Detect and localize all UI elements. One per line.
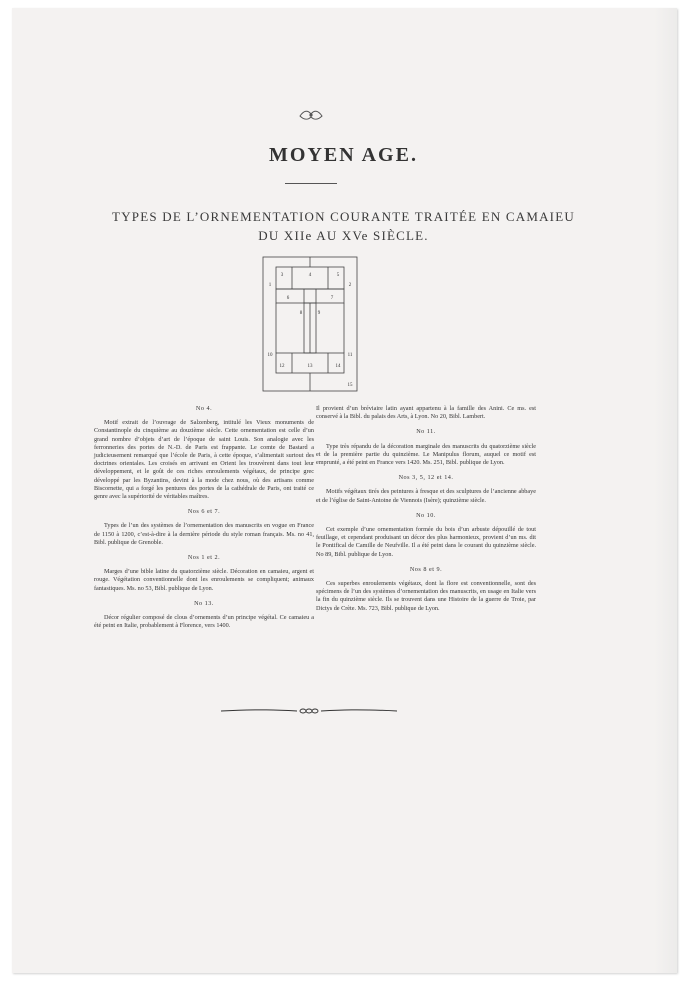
section-text: Marges d’une bible latine du quatorzième siècle. Décoration en camaieu, argent et rouge. Végétation conventionnelle dont les enroulements se compliquent; animaux fantastiques. Ms. no 53, Bibl. publique de Lyon. bbox=[94, 568, 314, 592]
section-text: Ces superbes enroulements végétaux, dont la flore est conventionnelle, sont des spécimens de l’un des systèmes d’ornementation des manuscrits, en usage en Italie vers la fin du quinzième siècle. Ils se trouvent dans une Histoire de la guerre de Troie, par Dictys de Crète. Ms. 723, Bibl. publique de Lyon. bbox=[316, 580, 536, 612]
section-heading: Nos 8 et 9. bbox=[409, 565, 443, 573]
diagram-label-4: 4 bbox=[308, 273, 312, 278]
diagram-label-2: 2 bbox=[348, 283, 352, 288]
section-heading: Nos 3, 5, 12 et 14. bbox=[398, 474, 454, 482]
diagram-label-8: 8 bbox=[299, 311, 303, 316]
section-heading: No 13. bbox=[194, 599, 214, 607]
plate-layout-diagram bbox=[262, 256, 358, 392]
section-heading: Nos 1 et 2. bbox=[187, 554, 221, 562]
title-rule bbox=[285, 183, 337, 184]
section-heading: No 11. bbox=[416, 428, 436, 436]
diagram-label-5: 5 bbox=[336, 273, 340, 278]
page-title: MOYEN AGE. bbox=[269, 144, 418, 166]
section-text: Il provient d’un bréviaire latin ayant appartenu à la famille des Anini. Ce ms. est conservé à la Bibl. du palais des Arts, à Lyon. No 20, Bibl. Lambert. bbox=[316, 405, 536, 421]
diagram-label-13: 13 bbox=[307, 364, 313, 369]
diagram-label-10: 10 bbox=[267, 353, 273, 358]
subtitle-line-2: DU XIIe AU XVe SIÈCLE. bbox=[258, 228, 429, 243]
section-text: Motifs végétaux tirés des peintures à fresque et des sculptures de l’ancienne abbaye et de l’église de Saint-Antoine de Viennois (Isère); quinzième siècle. bbox=[316, 488, 536, 504]
section-text: Motif extrait de l’ouvrage de Salzenberg, intitulé les Vieux monuments de Constantinople du cinquième au douzième siècle. Cette ornementation est celle d’un grand nombre d’objets d’art de l’époque de saint Louis. Son analogie avec les ferronneries des portes de N.-D. de Paris est frappante. Le comte de Bastard a judicieusement remarqué que l’école de Paris, à cette époque, s’alimentait surtout des doctrines orientales. Les croisés en arrivant en Orient les trouvèrent dans tout leur développement, et le goût de ces riches enroulements végétaux, de principe grec développé par les Byzantins, devint à la mode chez nous, où des artisans comme Biscornette, qui a forgé les pentures des portes de la cathédrale de Paris, ont traité ce genre avec la supériorité de véritables maîtres. bbox=[94, 419, 314, 501]
section-text: Décor régulier composé de clous d’ornements d’un principe végétal. Ce camaieu a été peint en Italie, probablement à Florence, vers 1400. bbox=[94, 614, 314, 630]
section-heading: No 10. bbox=[416, 511, 436, 519]
section-heading: Nos 6 et 7. bbox=[187, 508, 221, 516]
fleuron-ornament bbox=[298, 108, 324, 122]
diagram-label-3: 3 bbox=[280, 273, 284, 278]
right-text-column bbox=[316, 405, 536, 620]
section-text: Cet exemple d’une ornementation formée du bois d’un arbuste dépouillé de tout feuillage, et cependant produisant un décor des plus harmonieux, provient d’un ms. dit le Pontifical de Camille de Neufville. Il a été peint dans le courant du quinzième siècle. No 89, Bibl. publique de Lyon. bbox=[316, 526, 536, 558]
diagram-label-12: 12 bbox=[279, 364, 285, 369]
diagram-label-7: 7 bbox=[330, 296, 334, 301]
closing-ornament bbox=[219, 706, 399, 716]
diagram-label-11: 11 bbox=[347, 353, 353, 358]
diagram-label-1: 1 bbox=[268, 283, 272, 288]
diagram-label-15: 15 bbox=[347, 383, 353, 388]
diagram-label-6: 6 bbox=[286, 296, 290, 301]
left-text-column bbox=[94, 405, 314, 637]
diagram-label-14: 14 bbox=[335, 364, 341, 369]
subtitle-line-1: TYPES DE L’ORNEMENTATION COURANTE TRAITÉE EN CAMAIEU bbox=[112, 209, 575, 224]
diagram-label-9: 9 bbox=[317, 311, 321, 316]
section-text: Types de l’un des systèmes de l’ornementation des manuscrits en vogue en France de 1150 à 1200, c’est-à-dire à la dernière période du style roman français. Ms. no 41, Bibl. publique de Grenoble. bbox=[94, 522, 314, 546]
section-heading: No 4. bbox=[195, 405, 213, 412]
section-text: Type très répandu de la décoration marginale des manuscrits du quatorzième siècle et de la première partie du quinzième. Le Manipulus florum, auquel ce motif est emprunté, a été peint en France vers 1420. Ms. 251, Bibl. publique de Lyon. bbox=[316, 442, 536, 467]
